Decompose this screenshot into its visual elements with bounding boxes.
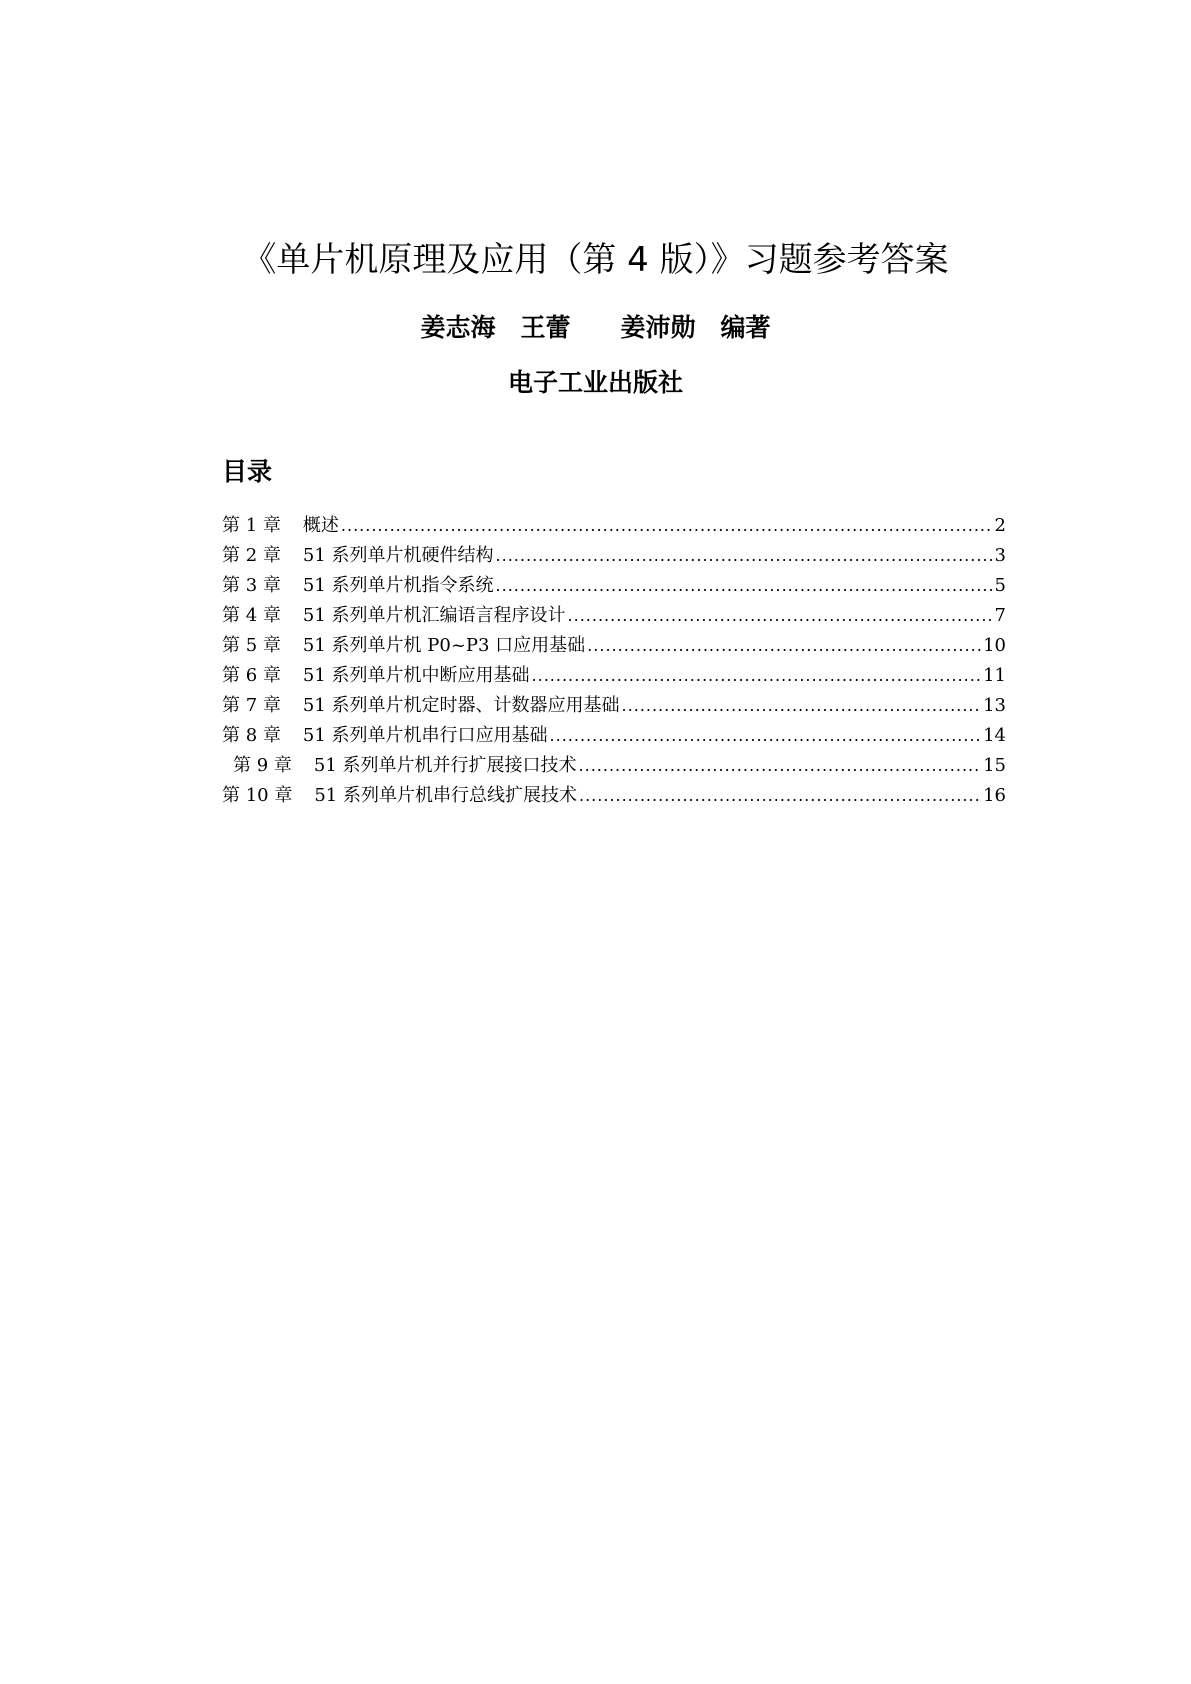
toc-entry[interactable] xyxy=(222,781,1006,811)
toc-leader-dots xyxy=(496,571,993,601)
document-title: 《单片机原理及应用（第 4 版）》习题参考答案 xyxy=(242,240,949,280)
toc-entry-chapter: 第 8 章 xyxy=(222,725,281,746)
toc-entry-title: 51 系列单片机 P0~P3 口应用基础 xyxy=(302,635,586,656)
toc-entry-page: 5 xyxy=(994,575,1006,596)
table-of-contents xyxy=(222,511,1006,811)
toc-entry-page: 16 xyxy=(983,785,1006,806)
toc-entry-title: 概述 xyxy=(302,515,339,536)
toc-entry-page: 14 xyxy=(983,725,1006,746)
toc-entry-page: 15 xyxy=(983,755,1006,776)
toc-entry-chapter: 第 4 章 xyxy=(222,605,281,626)
toc-entry-title: 51 系列单片机中断应用基础 xyxy=(302,665,530,686)
toc-entry[interactable] xyxy=(222,721,1006,751)
toc-entry-title: 51 系列单片机定时器、计数器应用基础 xyxy=(302,695,620,716)
toc-entry-title: 51 系列单片机指令系统 xyxy=(302,575,494,596)
toc-entry[interactable] xyxy=(222,601,1006,631)
toc-entry-title: 51 系列单片机串行口应用基础 xyxy=(302,725,548,746)
toc-entry-chapter: 第 7 章 xyxy=(222,695,281,716)
toc-entry[interactable] xyxy=(222,541,1006,571)
toc-entry[interactable] xyxy=(222,691,1006,721)
toc-entry[interactable] xyxy=(222,661,1006,691)
toc-entry-page: 10 xyxy=(983,635,1006,656)
toc-entry-chapter: 第 10 章 xyxy=(222,785,293,806)
toc-entry-chapter: 第 9 章 xyxy=(233,755,292,776)
toc-leader-dots xyxy=(579,751,982,781)
toc-leader-dots xyxy=(622,691,982,721)
document-authors: 姜志海 王蕾 姜沛勋 编著 xyxy=(420,313,771,342)
toc-entry-title: 51 系列单片机硬件结构 xyxy=(302,545,494,566)
toc-entry[interactable] xyxy=(222,751,1006,781)
toc-entry[interactable] xyxy=(222,511,1006,541)
toc-heading: 目录 xyxy=(222,457,273,486)
toc-entry-chapter: 第 2 章 xyxy=(222,545,281,566)
toc-entry-title: 51 系列单片机汇编语言程序设计 xyxy=(302,605,566,626)
document-publisher: 电子工业出版社 xyxy=(507,368,683,397)
toc-entry-title: 51 系列单片机串行总线扩展技术 xyxy=(314,785,577,806)
toc-entry-page: 2 xyxy=(994,515,1006,536)
toc-entry-chapter: 第 1 章 xyxy=(222,515,281,536)
toc-entry-page: 7 xyxy=(994,605,1006,626)
toc-leader-dots xyxy=(568,601,993,631)
toc-leader-dots xyxy=(496,541,993,571)
toc-entry[interactable] xyxy=(222,631,1006,661)
toc-leader-dots xyxy=(550,721,982,751)
toc-entry-title: 51 系列单片机并行扩展接口技术 xyxy=(313,755,577,776)
toc-leader-dots xyxy=(579,781,981,811)
toc-entry-chapter: 第 6 章 xyxy=(222,665,281,686)
toc-entry-page: 11 xyxy=(983,665,1006,686)
toc-leader-dots xyxy=(341,511,993,541)
toc-leader-dots xyxy=(532,661,982,691)
toc-leader-dots xyxy=(587,631,981,661)
toc-entry-chapter: 第 5 章 xyxy=(222,635,281,656)
toc-entry-page: 13 xyxy=(983,695,1006,716)
toc-entry-chapter: 第 3 章 xyxy=(222,575,281,596)
toc-entry-page: 3 xyxy=(994,545,1006,566)
toc-entry[interactable] xyxy=(222,571,1006,601)
